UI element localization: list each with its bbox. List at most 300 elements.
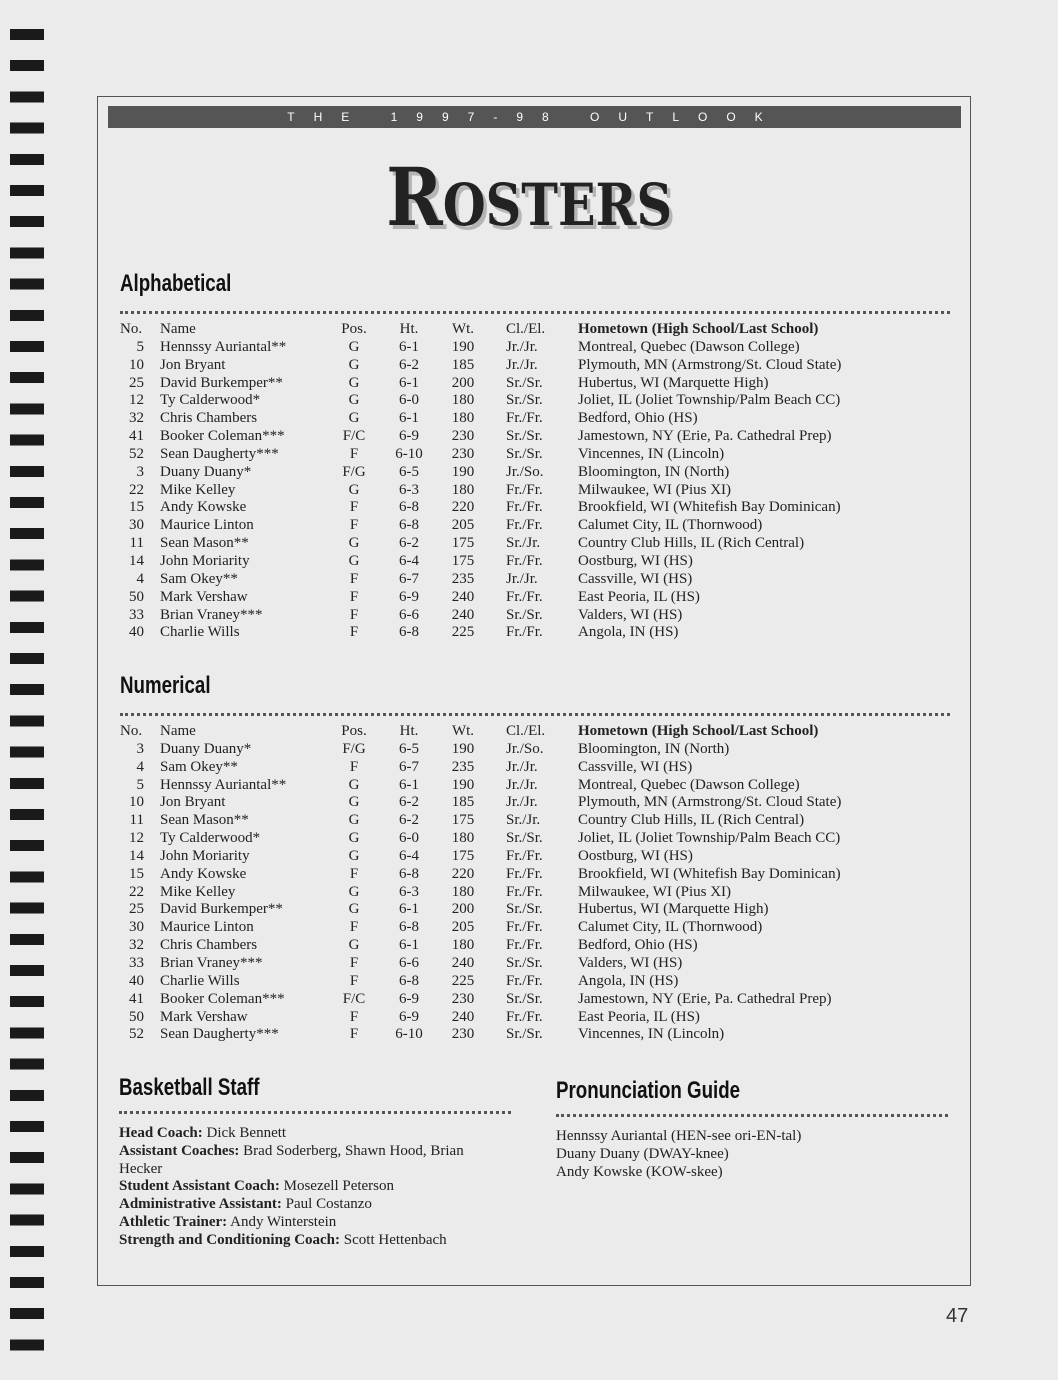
table-row <box>120 919 878 937</box>
player-name: Sean Daugherty*** <box>160 1026 279 1043</box>
staff-label: Administrative Assistant: <box>119 1196 282 1213</box>
player-height: 6-10 <box>395 445 423 462</box>
player-hometown: Plymouth, MN (Armstrong/St. Cloud State) <box>578 356 842 373</box>
player-weight: 180 <box>451 392 475 409</box>
player-hometown: Bloomington, IN (North) <box>578 463 730 480</box>
player-weight: 230 <box>451 1026 475 1043</box>
table-row <box>120 991 878 1009</box>
player-class: Fr./Fr. <box>506 624 543 641</box>
table-row <box>120 499 878 517</box>
player-name: Charlie Wills <box>160 624 240 641</box>
table-row <box>120 848 878 866</box>
player-hometown: Valders, WI (HS) <box>578 606 683 623</box>
player-number: 25 <box>129 374 144 391</box>
col-pos: Pos. <box>341 321 367 337</box>
player-position: G <box>348 830 360 847</box>
player-class: Fr./Fr. <box>506 847 543 864</box>
player-weight: 230 <box>451 428 475 445</box>
player-height: 6-8 <box>399 972 419 989</box>
player-number: 15 <box>129 499 144 516</box>
outlook-banner: THE 1997-98 OUTLOOK <box>108 106 961 128</box>
page-title <box>0 150 1058 244</box>
numerical-heading: Numerical <box>120 672 211 699</box>
player-number: 3 <box>136 463 144 480</box>
player-name: Charlie Wills <box>160 972 240 989</box>
col-name: Name <box>160 723 196 739</box>
player-weight: 200 <box>451 901 475 918</box>
player-height: 6-0 <box>399 830 419 847</box>
player-position: F/C <box>342 990 366 1007</box>
player-weight: 205 <box>451 919 475 936</box>
player-name: John Moriarity <box>160 847 250 864</box>
player-position: F <box>349 954 359 971</box>
player-name: Sean Mason** <box>160 535 249 552</box>
player-hometown: Joliet, IL (Joliet Township/Palm Beach CC) <box>578 392 841 409</box>
player-class: Jr./Jr. <box>506 794 538 811</box>
player-position: G <box>348 937 360 954</box>
player-position: F <box>349 570 359 587</box>
player-class: Fr./Fr. <box>506 499 543 516</box>
player-position: F <box>349 865 359 882</box>
player-name: Maurice Linton <box>160 517 254 534</box>
player-height: 6-1 <box>399 374 419 391</box>
player-height: 6-2 <box>399 535 419 552</box>
staff-label: Strength and Conditioning Coach: <box>119 1231 341 1248</box>
player-name: Chris Chambers <box>160 937 258 954</box>
player-hometown: Brookfield, WI (Whitefish Bay Dominican) <box>578 499 841 516</box>
player-number: 10 <box>129 794 144 811</box>
player-height: 6-9 <box>399 1008 419 1025</box>
player-position: G <box>348 392 360 409</box>
player-hometown: Country Club Hills, IL (Rich Central) <box>578 535 805 552</box>
player-weight: 240 <box>451 1008 475 1025</box>
player-hometown: Joliet, IL (Joliet Township/Palm Beach CC) <box>578 830 841 847</box>
player-position: G <box>348 374 360 391</box>
player-height: 6-2 <box>399 812 419 829</box>
player-name: Mike Kelley <box>160 481 236 498</box>
player-class: Sr./Jr. <box>506 535 541 552</box>
player-number: 22 <box>129 481 144 498</box>
player-weight: 225 <box>451 624 475 641</box>
staff-value: Andy Winterstein <box>230 1213 337 1230</box>
table-row <box>120 535 878 553</box>
player-position: F <box>349 588 359 605</box>
player-height: 6-3 <box>399 883 419 900</box>
player-number: 11 <box>129 812 144 829</box>
player-class: Sr./Sr. <box>506 954 543 971</box>
alphabetical-heading: Alphabetical <box>120 270 232 297</box>
player-hometown: Vincennes, IN (Lincoln) <box>578 1026 725 1043</box>
player-hometown: Plymouth, MN (Armstrong/St. Cloud State) <box>578 794 842 811</box>
player-height: 6-0 <box>399 392 419 409</box>
player-name: Jon Bryant <box>160 794 226 811</box>
player-class: Sr./Sr. <box>506 830 543 847</box>
staff-value: Brad Soderberg, Shawn Hood, Brian Hecker <box>119 1142 464 1177</box>
player-class: Jr./Jr. <box>506 758 538 775</box>
table-row <box>120 464 878 482</box>
page-number: 47 <box>946 1305 969 1327</box>
player-class: Jr./So. <box>506 463 544 480</box>
player-position: G <box>348 356 360 373</box>
player-weight: 190 <box>451 338 475 355</box>
player-weight: 180 <box>451 481 475 498</box>
player-number: 50 <box>129 588 144 605</box>
player-number: 52 <box>129 445 144 462</box>
player-number: 12 <box>129 392 144 409</box>
player-height: 6-9 <box>399 588 419 605</box>
player-position: F/C <box>342 428 366 445</box>
player-number: 15 <box>129 865 144 882</box>
player-name: John Moriarity <box>160 552 250 569</box>
player-weight: 225 <box>451 972 475 989</box>
player-position: G <box>348 812 360 829</box>
player-position: G <box>348 535 360 552</box>
player-hometown: Brookfield, WI (Whitefish Bay Dominican) <box>578 865 841 882</box>
player-hometown: Calumet City, IL (Thornwood) <box>578 517 763 534</box>
player-hometown: Bedford, Ohio (HS) <box>578 410 698 427</box>
col-class: Cl./El. <box>506 723 546 739</box>
player-weight: 185 <box>451 794 475 811</box>
player-position: F <box>349 445 359 462</box>
table-row <box>120 777 878 795</box>
player-hometown: Oostburg, WI (HS) <box>578 552 693 569</box>
col-no: No. <box>120 321 143 337</box>
player-position: F <box>349 606 359 623</box>
player-name: Ty Calderwood* <box>160 392 261 409</box>
staff-value: Paul Costanzo <box>285 1196 372 1213</box>
player-name: Mark Vershaw <box>160 588 248 605</box>
player-class: Sr./Sr. <box>506 1026 543 1043</box>
col-wt: Wt. <box>451 723 475 739</box>
player-hometown: Hubertus, WI (Marquette High) <box>578 374 769 391</box>
player-class: Fr./Fr. <box>506 919 543 936</box>
player-height: 6-7 <box>399 570 419 587</box>
table-row <box>120 901 878 919</box>
player-class: Sr./Sr. <box>506 374 543 391</box>
table-row <box>120 741 878 759</box>
player-weight: 240 <box>451 588 475 605</box>
player-name: Hennssy Auriantal** <box>160 776 287 793</box>
player-class: Fr./Fr. <box>506 937 543 954</box>
numerical-roster-table <box>120 723 878 1044</box>
player-weight: 235 <box>451 570 475 587</box>
staff-line <box>119 1143 479 1179</box>
player-hometown: Valders, WI (HS) <box>578 954 683 971</box>
player-weight: 180 <box>451 883 475 900</box>
staff-label: Assistant Coaches: <box>119 1142 240 1159</box>
player-position: G <box>348 481 360 498</box>
player-position: F <box>349 758 359 775</box>
col-hometown: Hometown (High School/Last School) <box>578 723 819 739</box>
player-class: Fr./Fr. <box>506 972 543 989</box>
table-row <box>120 482 878 500</box>
player-name: Andy Kowske <box>160 499 247 516</box>
player-class: Jr./Jr. <box>506 570 538 587</box>
table-row <box>120 446 878 464</box>
col-pos: Pos. <box>341 723 367 739</box>
player-height: 6-6 <box>399 606 419 623</box>
player-class: Sr./Sr. <box>506 901 543 918</box>
player-weight: 235 <box>451 758 475 775</box>
player-height: 6-6 <box>399 954 419 971</box>
player-class: Sr./Sr. <box>506 445 543 462</box>
player-height: 6-8 <box>399 865 419 882</box>
player-weight: 175 <box>451 552 475 569</box>
player-class: Jr./Jr. <box>506 776 538 793</box>
table-row <box>120 553 878 571</box>
col-wt: Wt. <box>451 321 475 337</box>
table-row <box>120 428 878 446</box>
player-hometown: Angola, IN (HS) <box>578 624 679 641</box>
player-position: F/G <box>342 463 366 480</box>
title-rest: OSTERS <box>442 171 672 239</box>
player-hometown: Bloomington, IN (North) <box>578 740 730 757</box>
player-number: 30 <box>129 919 144 936</box>
table-row <box>120 589 878 607</box>
staff-line <box>119 1196 479 1214</box>
player-weight: 240 <box>451 954 475 971</box>
player-hometown: East Peoria, IL (HS) <box>578 588 700 605</box>
player-number: 14 <box>129 552 144 569</box>
player-weight: 190 <box>451 740 475 757</box>
player-class: Sr./Sr. <box>506 990 543 1007</box>
player-name: Andy Kowske <box>160 865 247 882</box>
alphabetical-roster-table <box>120 321 878 642</box>
player-class: Fr./Fr. <box>506 1008 543 1025</box>
player-hometown: Montreal, Quebec (Dawson College) <box>578 338 800 355</box>
title-initial: R <box>386 150 443 244</box>
player-name: Duany Duany* <box>160 463 252 480</box>
table-row <box>120 794 878 812</box>
player-class: Fr./Fr. <box>506 517 543 534</box>
player-class: Jr./Jr. <box>506 356 538 373</box>
player-hometown: Angola, IN (HS) <box>578 972 679 989</box>
table-row <box>120 571 878 589</box>
table-row <box>120 866 878 884</box>
player-height: 6-10 <box>395 1026 423 1043</box>
table-row <box>120 812 878 830</box>
player-position: F <box>349 919 359 936</box>
player-hometown: Calumet City, IL (Thornwood) <box>578 919 763 936</box>
player-weight: 175 <box>451 847 475 864</box>
player-name: Maurice Linton <box>160 919 254 936</box>
player-weight: 175 <box>451 535 475 552</box>
table-row <box>120 1009 878 1027</box>
player-class: Sr./Sr. <box>506 428 543 445</box>
col-ht: Ht. <box>399 723 419 739</box>
player-height: 6-3 <box>399 481 419 498</box>
player-number: 32 <box>129 937 144 954</box>
table-header-row <box>120 723 878 741</box>
player-weight: 220 <box>451 499 475 516</box>
staff-line <box>119 1214 479 1232</box>
player-height: 6-1 <box>399 901 419 918</box>
staff-value: Mosezell Peterson <box>283 1178 395 1195</box>
pronunciation-line: Hennssy Auriantal (HEN-see ori-EN-tal) <box>556 1128 802 1144</box>
player-name: Sam Okey** <box>160 758 238 775</box>
staff-heading: Basketball Staff <box>119 1074 260 1101</box>
numerical-divider <box>120 713 950 716</box>
player-height: 6-7 <box>399 758 419 775</box>
player-weight: 205 <box>451 517 475 534</box>
player-class: Sr./Sr. <box>506 606 543 623</box>
table-row <box>120 830 878 848</box>
staff-label: Student Assistant Coach: <box>119 1178 280 1195</box>
player-number: 41 <box>129 428 144 445</box>
staff-value: Dick Bennett <box>206 1125 287 1141</box>
player-name: Brian Vraney*** <box>160 954 263 971</box>
player-height: 6-1 <box>399 410 419 427</box>
player-weight: 180 <box>451 410 475 427</box>
player-position: G <box>348 776 360 793</box>
player-hometown: Milwaukee, WI (Pius XI) <box>578 883 732 900</box>
player-hometown: Country Club Hills, IL (Rich Central) <box>578 812 805 829</box>
staff-label: Athletic Trainer: <box>119 1213 228 1230</box>
player-hometown: Bedford, Ohio (HS) <box>578 937 698 954</box>
player-class: Jr./Jr. <box>506 338 538 355</box>
player-weight: 230 <box>451 445 475 462</box>
player-height: 6-8 <box>399 499 419 516</box>
player-number: 4 <box>136 570 144 587</box>
player-number: 5 <box>136 776 144 793</box>
player-number: 50 <box>129 1008 144 1025</box>
player-class: Fr./Fr. <box>506 588 543 605</box>
table-row <box>120 1026 878 1044</box>
table-row <box>120 607 878 625</box>
player-class: Fr./Fr. <box>506 410 543 427</box>
staff-line <box>119 1125 479 1143</box>
table-row <box>120 973 878 991</box>
player-number: 33 <box>129 606 144 623</box>
player-weight: 230 <box>451 990 475 1007</box>
staff-label: Head Coach: <box>119 1125 203 1141</box>
player-number: 11 <box>129 535 144 552</box>
player-class: Fr./Fr. <box>506 883 543 900</box>
player-weight: 190 <box>451 463 475 480</box>
player-hometown: East Peoria, IL (HS) <box>578 1008 700 1025</box>
player-position: G <box>348 410 360 427</box>
table-row <box>120 339 878 357</box>
table-row <box>120 955 878 973</box>
player-name: Sean Daugherty*** <box>160 445 279 462</box>
player-number: 22 <box>129 883 144 900</box>
staff-line <box>119 1178 479 1196</box>
player-name: Sam Okey** <box>160 570 238 587</box>
player-weight: 185 <box>451 356 475 373</box>
player-number: 25 <box>129 901 144 918</box>
table-row <box>120 624 878 642</box>
player-number: 33 <box>129 954 144 971</box>
player-name: David Burkemper** <box>160 374 283 391</box>
pronunciation-line: Andy Kowske (KOW-skee) <box>556 1163 723 1180</box>
player-name: Duany Duany* <box>160 740 252 757</box>
player-class: Jr./So. <box>506 740 544 757</box>
player-position: F <box>349 1008 359 1025</box>
player-height: 6-8 <box>399 919 419 936</box>
player-hometown: Vincennes, IN (Lincoln) <box>578 445 725 462</box>
player-weight: 240 <box>451 606 475 623</box>
player-position: G <box>348 901 360 918</box>
pronunciation-list <box>556 1128 801 1181</box>
player-weight: 180 <box>451 830 475 847</box>
player-height: 6-9 <box>399 428 419 445</box>
player-height: 6-1 <box>399 937 419 954</box>
player-position: F <box>349 624 359 641</box>
player-name: Ty Calderwood* <box>160 830 261 847</box>
player-name: Mark Vershaw <box>160 1008 248 1025</box>
table-row <box>120 884 878 902</box>
col-no: No. <box>120 723 143 739</box>
player-height: 6-5 <box>399 463 419 480</box>
player-name: Booker Coleman*** <box>160 428 285 445</box>
player-weight: 175 <box>451 812 475 829</box>
player-number: 4 <box>136 758 144 775</box>
player-class: Fr./Fr. <box>506 552 543 569</box>
player-weight: 180 <box>451 937 475 954</box>
player-name: Chris Chambers <box>160 410 258 427</box>
player-weight: 190 <box>451 776 475 793</box>
player-number: 52 <box>129 1026 144 1043</box>
player-class: Sr./Jr. <box>506 812 541 829</box>
player-number: 5 <box>136 338 144 355</box>
player-hometown: Jamestown, NY (Erie, Pa. Cathedral Prep) <box>578 990 832 1007</box>
player-hometown: Milwaukee, WI (Pius XI) <box>578 481 732 498</box>
player-height: 6-9 <box>399 990 419 1007</box>
player-number: 14 <box>129 847 144 864</box>
player-position: F <box>349 1026 359 1043</box>
staff-value: Scott Hettenbach <box>343 1231 447 1248</box>
player-height: 6-1 <box>399 776 419 793</box>
staff-divider <box>119 1111 511 1114</box>
player-weight: 200 <box>451 374 475 391</box>
player-hometown: Cassville, WI (HS) <box>578 758 693 775</box>
col-name: Name <box>160 321 196 337</box>
player-weight: 220 <box>451 865 475 882</box>
alphabetical-divider <box>120 311 950 314</box>
player-number: 32 <box>129 410 144 427</box>
player-position: G <box>348 883 360 900</box>
player-number: 40 <box>129 972 144 989</box>
player-class: Fr./Fr. <box>506 481 543 498</box>
player-number: 10 <box>129 356 144 373</box>
player-name: Booker Coleman*** <box>160 990 285 1007</box>
table-header-row <box>120 321 878 339</box>
player-hometown: Cassville, WI (HS) <box>578 570 693 587</box>
player-hometown: Hubertus, WI (Marquette High) <box>578 901 769 918</box>
player-position: G <box>348 338 360 355</box>
player-number: 30 <box>129 517 144 534</box>
pronunciation-divider <box>556 1114 948 1117</box>
table-row <box>120 759 878 777</box>
player-name: Brian Vraney*** <box>160 606 263 623</box>
pronunciation-line: Duany Duany (DWAY-knee) <box>556 1145 729 1162</box>
player-name: Jon Bryant <box>160 356 226 373</box>
table-row <box>120 517 878 535</box>
player-height: 6-2 <box>399 356 419 373</box>
player-hometown: Jamestown, NY (Erie, Pa. Cathedral Prep) <box>578 428 832 445</box>
pronunciation-heading: Pronunciation Guide <box>556 1077 741 1104</box>
col-hometown: Hometown (High School/Last School) <box>578 321 819 337</box>
player-position: G <box>348 794 360 811</box>
table-row <box>120 375 878 393</box>
player-height: 6-1 <box>399 338 419 355</box>
player-class: Sr./Sr. <box>506 392 543 409</box>
player-name: Hennssy Auriantal** <box>160 338 287 355</box>
staff-list <box>119 1125 479 1250</box>
player-hometown: Oostburg, WI (HS) <box>578 847 693 864</box>
player-name: Mike Kelley <box>160 883 236 900</box>
table-row <box>120 937 878 955</box>
